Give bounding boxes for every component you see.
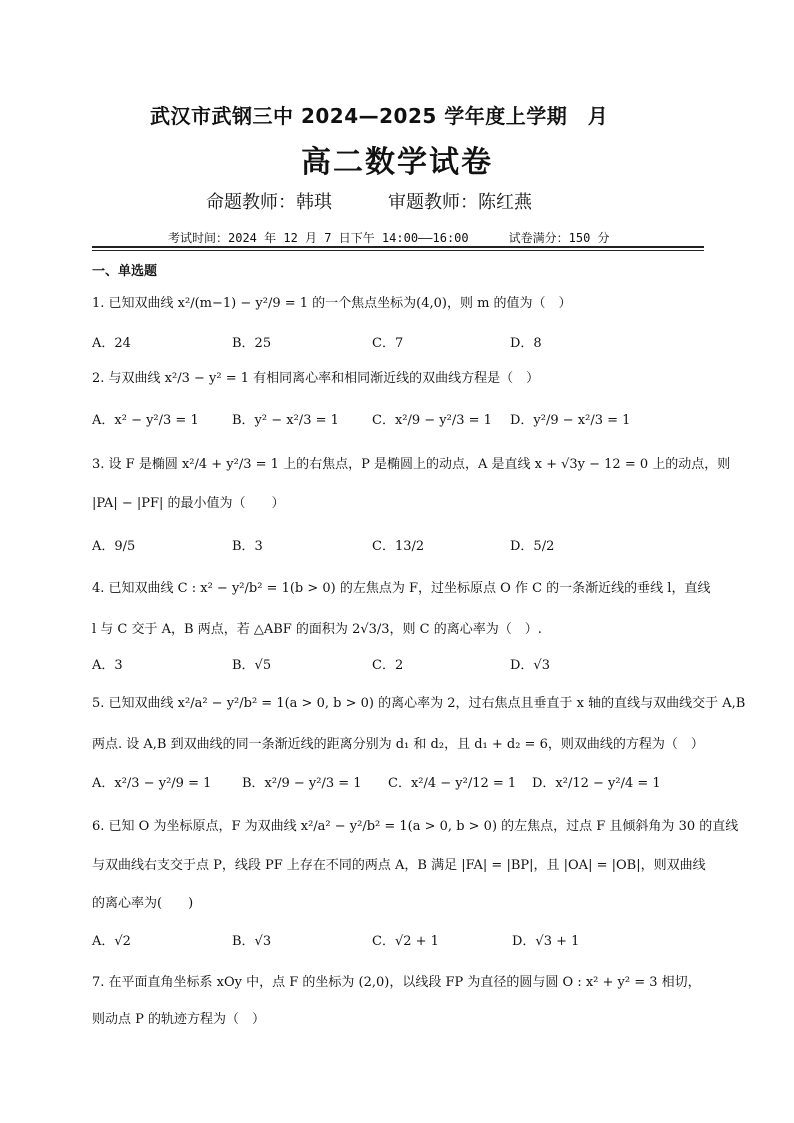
option-d: D．8 bbox=[510, 336, 542, 351]
question-6-stem-line-1: 6. 已知 O 为坐标原点，F 为双曲线 x²/a² − y²/b² = 1(a > 0, b > 0) 的左焦点，过点 F 且倾斜角为 30 的直线 bbox=[92, 819, 739, 834]
reviewer-teacher: 审题教师：陈红燕 bbox=[388, 192, 532, 213]
option-c: C．x²/4 − y²/12 = 1 bbox=[388, 776, 517, 791]
question-2-stem: 2. 与双曲线 x²/3 − y² = 1 有相同离心率和相同渐近线的双曲线方程是（ ） bbox=[92, 371, 540, 386]
question-5-options bbox=[92, 772, 704, 794]
option-c: C．13/2 bbox=[372, 539, 425, 554]
question-1-options bbox=[92, 332, 704, 354]
option-b: B．y² − x²/3 = 1 bbox=[232, 413, 339, 428]
option-b: B．25 bbox=[232, 336, 272, 351]
question-4-stem-line-1: 4. 已知双曲线 C : x² − y²/b² = 1(b > 0) 的左焦点为 F，过坐标原点 O 作 C 的一条渐近线的垂线 l，直线 bbox=[92, 581, 711, 596]
question-6-options bbox=[92, 930, 704, 952]
option-d: D．5/2 bbox=[510, 539, 555, 554]
question-7-stem-line-2: 则动点 P 的轨迹方程为（ ） bbox=[92, 1012, 266, 1027]
header-divider-thin bbox=[92, 250, 704, 251]
option-a: A．x²/3 − y²/9 = 1 bbox=[92, 776, 212, 791]
exam-title: 高二数学试卷 bbox=[301, 145, 493, 180]
option-b: B．√5 bbox=[232, 658, 272, 673]
question-5-stem-line-1: 5. 已知双曲线 x²/a² − y²/b² = 1(a > 0, b > 0) 的离心率为 2，过右焦点且垂直于 x 轴的直线与双曲线交于 A,B bbox=[92, 696, 746, 711]
setter-teacher: 命题教师：韩琪 bbox=[206, 192, 332, 213]
question-3-options bbox=[92, 535, 704, 557]
option-d: D．√3 bbox=[510, 658, 550, 673]
school-term-title: 武汉市武钢三中 2024—2025 学年度上学期 月 bbox=[150, 104, 609, 128]
option-d: D．x²/12 − y²/4 = 1 bbox=[532, 776, 661, 791]
option-a: A．24 bbox=[92, 336, 131, 351]
question-5-stem-line-2: 两点. 设 A,B 到双曲线的同一条渐近线的距离分别为 d₁ 和 d₂，且 d₁ + d₂ = 6，则双曲线的方程为（ ） bbox=[92, 737, 704, 752]
option-b: B．√3 bbox=[232, 934, 272, 949]
question-4-options bbox=[92, 654, 704, 676]
option-b: B．x²/9 − y²/3 = 1 bbox=[242, 776, 362, 791]
option-d: D．√3 + 1 bbox=[512, 934, 580, 949]
option-a: A．√2 bbox=[92, 934, 131, 949]
question-1-stem: 1. 已知双曲线 x²/(m−1) − y²/9 = 1 的一个焦点坐标为(4,0)，则 m 的值为（ ） bbox=[92, 296, 572, 311]
full-score: 试卷满分：150 分 bbox=[508, 231, 610, 245]
option-b: B．3 bbox=[232, 539, 263, 554]
question-7-stem-line-1: 7. 在平面直角坐标系 xOy 中，点 F 的坐标为 (2,0)，以线段 FP 为直径的圆与圆 O : x² + y² = 3 相切， bbox=[92, 975, 701, 990]
question-6-stem-line-3: 的离心率为( ) bbox=[92, 896, 194, 911]
option-c: C．x²/9 − y²/3 = 1 bbox=[372, 413, 492, 428]
question-4-stem-line-2: l 与 C 交于 A，B 两点，若 △ABF 的面积为 2√3/3，则 C 的离心率为（ ）. bbox=[92, 622, 542, 637]
question-2-options bbox=[92, 409, 704, 431]
option-d: D．y²/9 − x²/3 = 1 bbox=[510, 413, 631, 428]
option-c: C．2 bbox=[372, 658, 404, 673]
option-a: A．x² − y²/3 = 1 bbox=[92, 413, 199, 428]
exam-meta bbox=[168, 229, 610, 246]
option-a: A．3 bbox=[92, 658, 123, 673]
section-heading: 一、单选题 bbox=[92, 264, 158, 279]
question-6-stem-line-2: 与双曲线右支交于点 P，线段 PF 上存在不同的两点 A，B 满足 |FA| = |BP|，且 |OA| = |OB|，则双曲线 bbox=[92, 858, 706, 873]
header-divider-thick bbox=[92, 246, 704, 248]
question-3-stem-line-2: |PA| − |PF| 的最小值为（ ） bbox=[92, 496, 285, 511]
option-a: A．9/5 bbox=[92, 539, 136, 554]
option-c: C．√2 + 1 bbox=[372, 934, 439, 949]
teachers-line bbox=[206, 188, 532, 214]
exam-time: 考试时间：2024 年 12 月 7 日下午 14:00——16:00 bbox=[168, 231, 469, 245]
question-3-stem-line-1: 3. 设 F 是椭圆 x²/4 + y²/3 = 1 上的右焦点，P 是椭圆上的动点，A 是直线 x + √3y − 12 = 0 上的动点，则 bbox=[92, 457, 731, 472]
option-c: C．7 bbox=[372, 336, 404, 351]
